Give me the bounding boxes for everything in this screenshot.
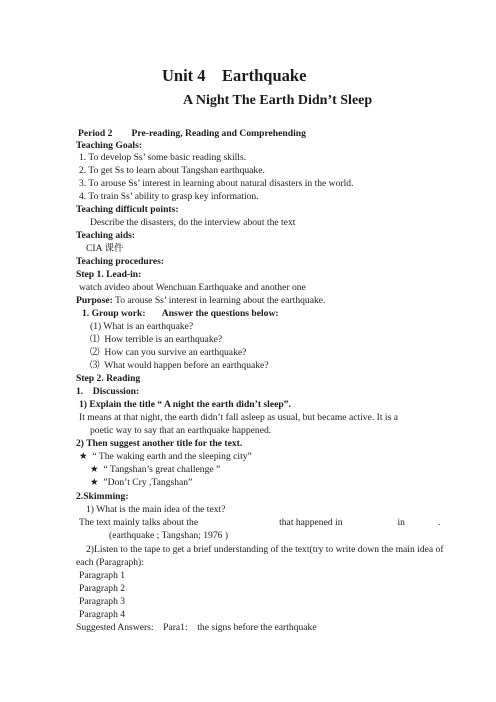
blank-text: . bbox=[437, 517, 441, 528]
goal-item: 2. To get Ss to learn about Tangshan earthquake. bbox=[79, 165, 265, 176]
page-title: Unit 4 Earthquake bbox=[162, 66, 307, 85]
teaching-aids-label: Teaching aids: bbox=[76, 230, 136, 241]
skimming-question-1: 1) What is the main idea of the text? bbox=[86, 504, 226, 515]
suggested-answers: Suggested Answers: Para1: the signs before the earthquake bbox=[76, 622, 317, 633]
paragraph-item: Paragraph 4 bbox=[79, 609, 126, 620]
paragraph-item: Paragraph 1 bbox=[79, 570, 126, 581]
title-option: ★ “ The waking earth and the sleeping city” bbox=[79, 451, 252, 462]
step1-label: Step 1. Lead-in: bbox=[76, 269, 142, 280]
purpose-line bbox=[76, 295, 325, 307]
question-item: ⑴ How terrible is an earthquake? bbox=[90, 334, 223, 345]
page-subtitle: A Night The Earth Didn’t Sleep bbox=[183, 93, 373, 108]
blank-text: in bbox=[397, 517, 405, 528]
difficult-points-text: Describe the disasters, do the interview about the text bbox=[90, 217, 296, 228]
goal-item: 1. To develop Ss’ some basic reading skills. bbox=[79, 152, 247, 163]
difficult-points-label: Teaching difficult points: bbox=[76, 204, 179, 215]
step2-label: Step 2. Reading bbox=[76, 373, 141, 384]
period-heading: Period 2 Pre-reading, Reading and Comprehending bbox=[78, 128, 306, 139]
question-item: ⑵ How can you survive an earthquake? bbox=[90, 347, 247, 358]
discussion-label: 1. Discussion: bbox=[76, 386, 140, 397]
teaching-aids-text: CIA 课件 bbox=[86, 243, 124, 254]
question-item: ⑶ What would happen before an earthquake? bbox=[90, 360, 269, 371]
procedures-label: Teaching procedures: bbox=[76, 256, 165, 267]
explain-title-label: 1) Explain the title “ A night the earth didn’t sleep”. bbox=[79, 399, 291, 410]
goal-item: 4. To train Ss’ ability to grasp key information. bbox=[79, 191, 259, 202]
goal-item: 3. To arouse Ss’ interest in learning about natural disasters in the world. bbox=[79, 178, 354, 189]
group-work-label: 1. Group work: Answer the questions below: bbox=[82, 308, 279, 319]
step1-text: watch avideo about Wenchuan Earthquake and another one bbox=[79, 282, 306, 293]
title-option: ★ ”Don’t Cry ,Tangshan” bbox=[90, 477, 193, 488]
teaching-goals-label: Teaching Goals: bbox=[76, 140, 143, 151]
skimming-label: 2.Skimming: bbox=[76, 491, 129, 502]
title-option: ★ “ Tangshan’s great challenge ” bbox=[90, 464, 221, 475]
fill-blank-sentence bbox=[79, 517, 440, 529]
question-item: (1) What is an earthquake? bbox=[90, 321, 194, 332]
skimming-answer: (earthquake ; Tangshan; 1976 ) bbox=[109, 530, 229, 541]
skimming-question-2: each (Paragraph): bbox=[76, 557, 144, 568]
suggest-title-label: 2) Then suggest another title for the text. bbox=[76, 438, 243, 449]
explain-text: It means at that night, the earth didn’t fall asleep as usual, but became active. It is a bbox=[79, 412, 398, 423]
blank-text: The text mainly talks about the bbox=[79, 517, 199, 528]
purpose-text: To arouse Ss’ interest in learning about the earthquake. bbox=[112, 295, 326, 306]
purpose-label: Purpose: bbox=[76, 295, 113, 306]
skimming-question-2: 2)Listen to the tape to get a brief understanding of the text(try to write down the main idea of bbox=[86, 544, 444, 555]
explain-text: poetic way to say that an earthquake happened. bbox=[90, 425, 272, 436]
blank-text: that happened in bbox=[279, 517, 343, 528]
paragraph-item: Paragraph 2 bbox=[79, 583, 126, 594]
paragraph-item: Paragraph 3 bbox=[79, 596, 126, 607]
